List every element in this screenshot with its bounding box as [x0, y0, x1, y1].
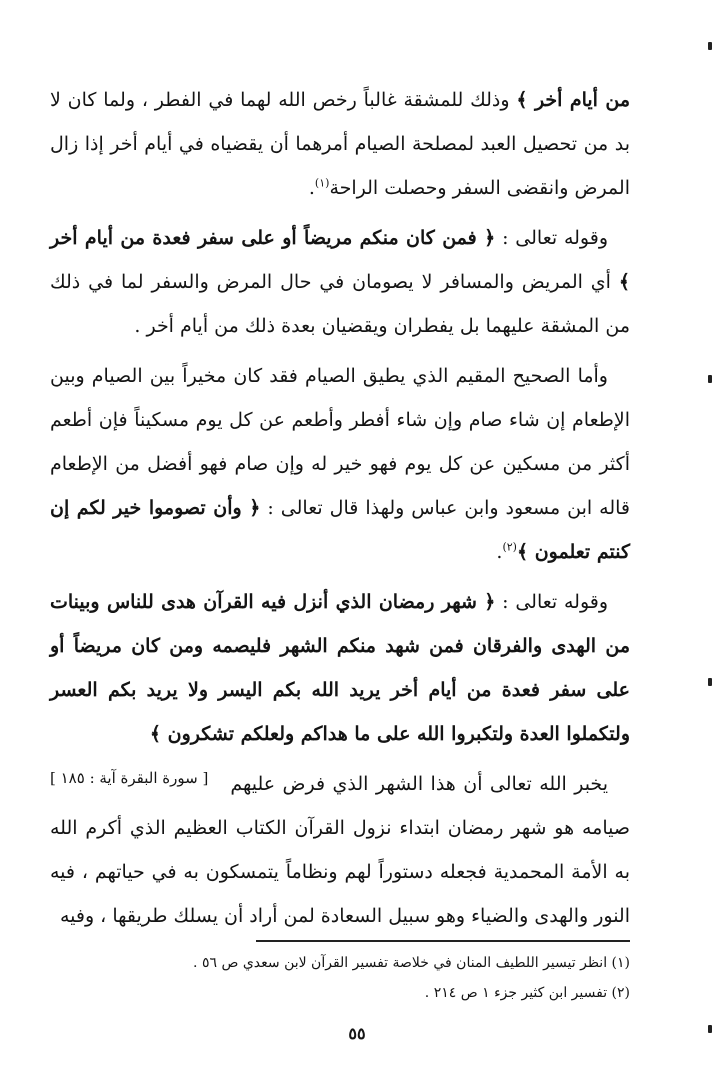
text-segment: وقوله تعالى :	[495, 591, 609, 613]
footnotes	[150, 948, 630, 1008]
text-segment: أي المريض والمسافر لا يصومان في حال المرض والسفر لما في ذلك من المشقة عليهما بل يفطران ويقضيان بعدة ذلك من أيام أخر .	[50, 271, 630, 337]
text-segment: وأما الصحيح المقيم الذي يطيق الصيام فقد كان مخيراً بين الصيام وبين الإطعام إن شاء صام وإن شاء أفطر وأطعم عن كل يوم مسكيناً فإن أطعم أكثر من مسكين عن كل يوم فهو خير له وإن صام فهو أفضل من الإطعام قاله ابن مسعود وابن عباس ولهذا قال تعالى :	[50, 365, 631, 519]
scan-mark	[708, 1025, 712, 1033]
verse-reference: [ سورة البقرة آية : ١٨٥ ]	[50, 769, 209, 787]
text-segment: .	[496, 541, 503, 563]
footnote-2: (٢) تفسير ابن كثير جزء ١ ص ٢١٤ .	[424, 985, 630, 1001]
text-segment: وذلك للمشقة غالباً رخص الله لهما في الفطر ، ولما كان لا بد من تحصيل العبد لمصلحة الصيام أمرهما أن يقضياه في أيام أخر إذا زال المرض وانقضى السفر وحصلت الراحة	[50, 89, 630, 199]
footnote-separator	[256, 940, 630, 942]
footnote-marker: (٢)	[502, 540, 517, 554]
quran-quote: ﴿ فمن كان منكم مريضاً أو على سفر فعدة من أيام أخر ﴾	[50, 227, 630, 293]
quran-quote: من أيام أخر ﴾	[516, 89, 631, 111]
page-number: ٥٥	[348, 1024, 366, 1043]
footnote-1: (١) انظر تيسير اللطيف المنان في خلاصة تفسير القرآن لابن سعدي ص ٥٦ .	[193, 955, 630, 971]
footnote-marker: (١)	[314, 176, 330, 190]
quran-quote: ﴿ وأن تصوموا خير لكم إن كنتم تعلمون ﴾	[50, 497, 630, 563]
paragraph	[50, 354, 630, 574]
paragraph	[50, 216, 630, 348]
paragraph	[50, 78, 630, 210]
quran-quote: ﴿ شهر رمضان الذي أنزل فيه القرآن هدى للناس وبينات من الهدى والفرقان فمن شهد منكم الشهر فليصمه ومن كان مريضاً أو على سفر فعدة من أيام أخر يريد الله بكم اليسر ولا يريد بكم العسر ولتكملوا العدة ولتكبروا الله على ما هداكم ولعلكم تشكرون ﴾	[50, 591, 630, 745]
scan-mark	[708, 375, 712, 383]
scan-mark	[708, 42, 712, 50]
scan-mark	[708, 678, 712, 686]
text-segment: وقوله تعالى :	[495, 227, 608, 249]
paragraph	[50, 580, 630, 787]
text-segment: .	[308, 177, 315, 199]
main-text	[50, 78, 630, 944]
text-segment: يخبر الله تعالى أن هذا الشهر الذي فرض عليهم صيامه هو شهر رمضان ابتداء نزول القرآن الكتاب العظيم الذي أكرم الله به الأمة المحمدية فجعله دستوراً لهم ونظاماً يتمسكون به في حياتهم ، فيه النور والهدى والضياء وهو سبيل السعادة لمن أراد أن يسلك طريقها ، وفيه	[50, 773, 630, 927]
